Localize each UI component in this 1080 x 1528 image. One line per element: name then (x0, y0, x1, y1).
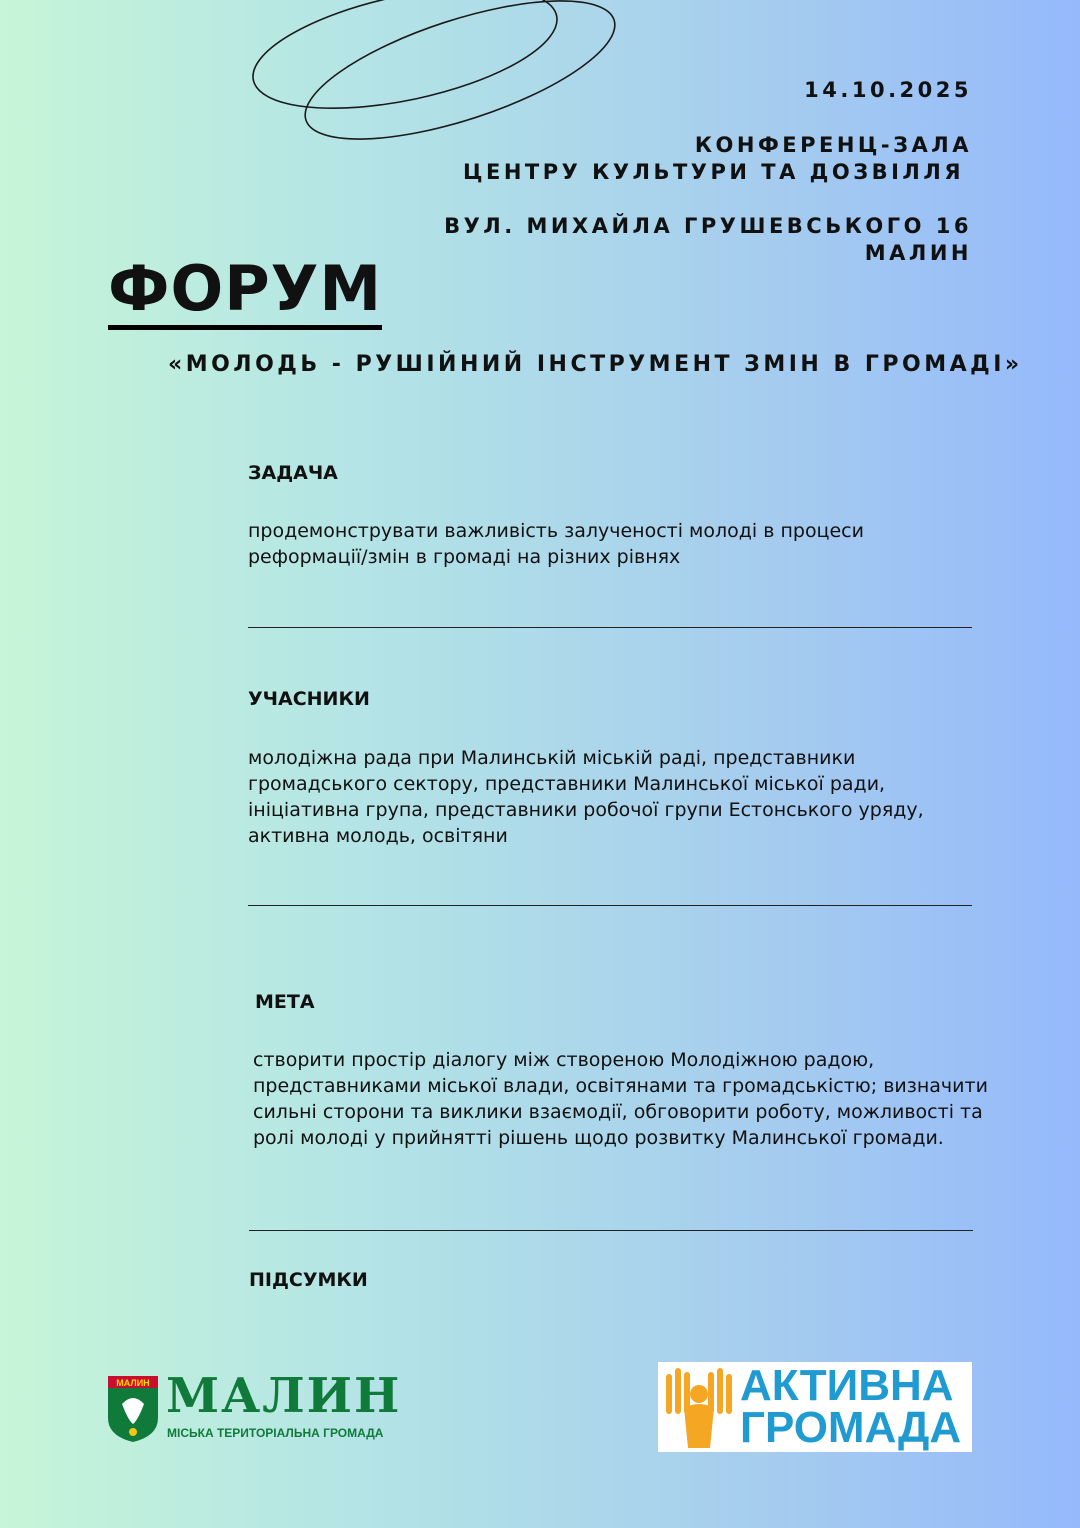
raised-hands-icon (662, 1364, 736, 1450)
event-date: 14.10.2025 (804, 78, 972, 102)
task-title: ЗАДАЧА (248, 462, 338, 484)
participants-line-2: громадського сектору, представники Малинської міської ради, (248, 773, 886, 795)
malyn-crest-icon (106, 1374, 160, 1444)
venue-line-2: ЦЕНТРУ КУЛЬТУРИ ТА ДОЗВІЛЛЯ (463, 160, 964, 184)
goal-title: МЕТА (255, 991, 315, 1013)
malyn-subtitle: МІСЬКА ТЕРИТОРІАЛЬНА ГРОМАДА (167, 1426, 384, 1440)
goal-line-2: представниками міської влади, освітянами та громадськістю; визначити (253, 1075, 988, 1097)
address-line-1: ВУЛ. МИХАЙЛА ГРУШЕВСЬКОГО 16 (444, 214, 972, 238)
goal-line-1: створити простір діалогу між створеною Молодіжною радою, (253, 1049, 875, 1071)
goal-line-4: ролі молоді у прийнятті рішень щодо розвитку Малинської громади. (253, 1127, 944, 1149)
forum-subtitle: «МОЛОДЬ - РУШІЙНИЙ ІНСТРУМЕНТ ЗМІН В ГРОМАДІ» (168, 352, 1023, 377)
event-venue (463, 132, 972, 186)
participants-line-4: активна молодь, освітяни (248, 825, 508, 847)
participants-title: УЧАСНИКИ (248, 688, 370, 710)
ellipse-outer (243, 0, 568, 131)
divider (249, 1230, 973, 1231)
goal-text (253, 1047, 1013, 1151)
event-address (444, 213, 972, 267)
goal-line-3: сильні сторони та виклики взаємодії, обговорити роботу, можливості та (253, 1101, 983, 1123)
participants-line-3: ініціативна група, представники робочої групи Естонського уряду, (248, 799, 924, 821)
active-community-logo (658, 1362, 972, 1452)
malyn-logo (106, 1368, 406, 1446)
summary-title: ПІДСУМКИ (249, 1269, 368, 1291)
task-line-2: реформації/змін в громаді на різних рівнях (248, 546, 681, 568)
participants-text (248, 745, 988, 849)
decorative-ellipses (240, 0, 640, 140)
task-line-1: продемонструвати важливість залученості молоді в процеси (248, 520, 864, 542)
address-line-2: МАЛИН (864, 241, 972, 265)
active-line-1: АКТИВНА (740, 1361, 954, 1410)
divider (248, 627, 972, 628)
forum-title: ФОРУМ (108, 255, 382, 330)
ellipse-inner (290, 0, 629, 140)
participants-line-1: молодіжна рада при Малинській міській раді, представники (248, 747, 856, 769)
venue-line-1: КОНФЕРЕНЦ-ЗАЛА (694, 133, 972, 157)
task-text (248, 518, 988, 570)
active-line-2: ГРОМАДА (740, 1403, 962, 1452)
divider (248, 905, 972, 906)
malyn-crest-text: МАЛИН (116, 1378, 150, 1388)
malyn-name: МАЛИН (166, 1368, 402, 1424)
